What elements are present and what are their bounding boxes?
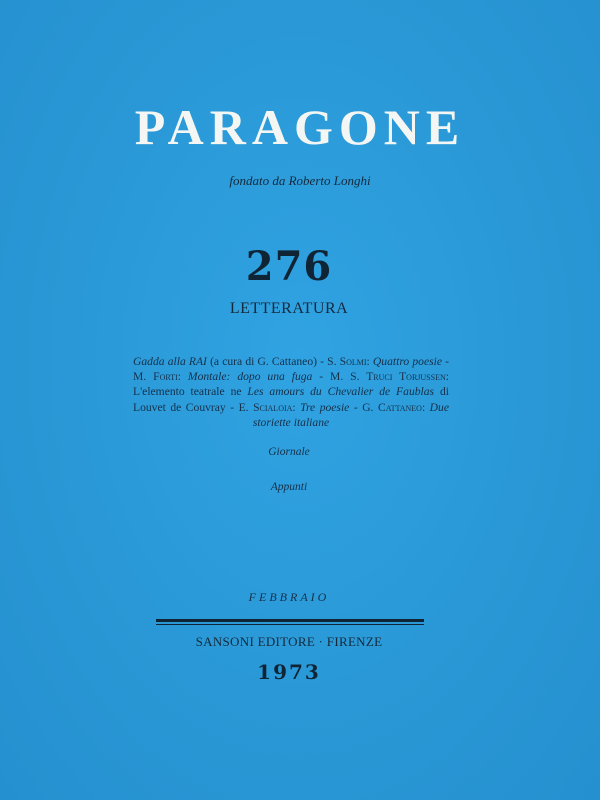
contents-text: : (421, 400, 430, 414)
publisher-line: SANSONI EDITORE · FIRENZE (195, 634, 383, 649)
section-title: LETTERATURA (229, 300, 349, 317)
contents-author: M. S. Truci Torjussen (330, 370, 446, 384)
contents-text: : L'elemento teatrale ne (133, 370, 449, 399)
founder-line: fondato da Roberto Longhi (229, 173, 371, 188)
giornale-heading: Giornale (268, 446, 310, 458)
contents-item: Montale: dopo una fuga (187, 370, 313, 384)
contents-text: : (292, 400, 301, 414)
contents-author: E. Scialoia (238, 400, 293, 414)
contents-item: Due storiette italiane (252, 400, 449, 429)
magazine-title: PARAGONE (134, 99, 466, 155)
contents-text: : (366, 355, 373, 368)
contents-author: G. Cattaneo (362, 400, 422, 414)
contents-text: - (441, 355, 449, 368)
issue-number: 276 (245, 243, 333, 290)
contents-text: (a cura di G. Cattaneo) - (206, 355, 328, 368)
contents-text: - (312, 370, 331, 384)
contents-author: M. Forti (133, 370, 178, 384)
contents-item: Quattro poesie (372, 355, 442, 368)
contents-text: di Louvet de Couvray - (133, 385, 449, 414)
issue-month: FEBBRAIO (248, 590, 330, 604)
divider-rule-thin (156, 624, 424, 625)
contents-item: Gadda alla RAI (133, 355, 207, 368)
contents-item: Tre poesie (300, 400, 350, 414)
contents-text: - (349, 400, 363, 414)
table-of-contents (133, 354, 449, 430)
publication-year: 1973 (257, 660, 321, 684)
divider-rule-thick (156, 619, 424, 622)
contents-author: S. Solmi (327, 355, 367, 368)
appunti-heading: Appunti (270, 481, 308, 493)
contents-text: : (177, 370, 188, 384)
contents-item: Les amours du Chevalier de Faublas (247, 385, 435, 399)
